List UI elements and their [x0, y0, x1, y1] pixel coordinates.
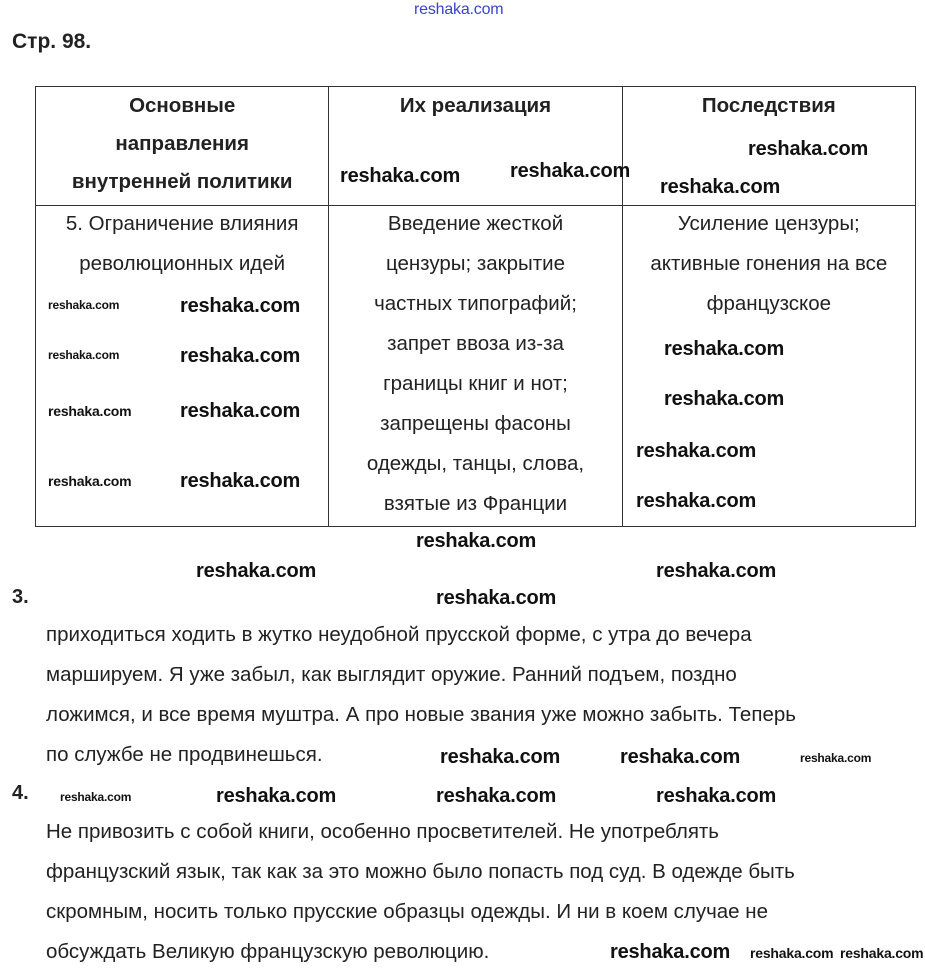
cell-line: запрет ввоза из-за: [387, 332, 564, 355]
watermark: reshaka.com: [340, 165, 461, 187]
cell-line: цензуры; закрытие: [385, 252, 566, 275]
header-text: внутренней политики: [71, 170, 293, 193]
watermark: reshaka.com: [750, 945, 834, 961]
watermark: reshaka.com: [196, 560, 317, 582]
text-line: французский язык, так как за это можно было попасть под суд. В одежде быть: [46, 860, 795, 883]
text-line: скромным, носить только прусские образцы одежды. И ни в коем случае не: [46, 900, 769, 923]
cell-line: запрещены фасоны: [380, 412, 571, 435]
watermark: reshaka.com: [636, 440, 757, 462]
watermark: reshaka.com: [436, 785, 557, 807]
watermark: reshaka.com: [216, 785, 337, 807]
text-line: ложимся, и все время муштра. А про новые звания уже можно забыть. Теперь: [46, 703, 796, 726]
watermark: reshaka.com: [664, 388, 785, 410]
page-title: Стр. 98.: [12, 30, 92, 53]
watermark: reshaka.com: [180, 400, 301, 422]
task-4-number: 4.: [12, 782, 29, 804]
watermark: reshaka.com: [180, 345, 301, 367]
cell-consequences: [622, 206, 915, 527]
watermark: reshaka.com: [48, 348, 120, 362]
header-text: Основные: [129, 94, 236, 117]
cell-line: революционных идей: [79, 252, 286, 275]
text-line: обсуждать Великую французскую революцию.: [46, 940, 490, 963]
header-directions: [36, 87, 329, 206]
watermark: reshaka.com: [656, 785, 777, 807]
task-3-number: 3.: [12, 586, 29, 608]
watermark: reshaka.com: [748, 138, 869, 160]
cell-line: Введение жесткой: [387, 212, 564, 235]
watermark: reshaka.com: [656, 560, 777, 582]
text-line: маршируем. Я уже забыл, как выглядит оружие. Ранний подъем, поздно: [46, 663, 737, 686]
text-line: приходиться ходить в жутко неудобной прусской форме, с утра до вечера: [46, 623, 752, 646]
watermark: reshaka.com: [436, 587, 557, 609]
watermark: reshaka.com: [48, 403, 132, 419]
watermark: reshaka.com: [416, 530, 537, 552]
table-row: [36, 206, 916, 527]
watermark: reshaka.com: [60, 790, 132, 804]
cell-line: французское: [706, 292, 832, 315]
cell-line: границы книг и нот;: [383, 372, 568, 395]
cell-line: Усиление цензуры;: [677, 212, 860, 235]
watermark: reshaka.com: [48, 298, 120, 312]
watermark: reshaka.com: [414, 1, 504, 18]
cell-line: одежды, танцы, слова,: [366, 452, 585, 475]
watermark: reshaka.com: [636, 490, 757, 512]
watermark: reshaka.com: [840, 945, 924, 961]
watermark: reshaka.com: [440, 746, 561, 768]
text-line: по службе не продвинешься.: [46, 743, 323, 766]
cell-line: 5. Ограничение влияния: [65, 212, 299, 235]
cell-line: частных типографий;: [374, 292, 577, 315]
header-text: направления: [115, 132, 249, 155]
text-line: Не привозить с собой книги, особенно просветителей. Не употреблять: [46, 820, 719, 843]
watermark: reshaka.com: [180, 470, 301, 492]
cell-line: активные гонения на все: [650, 252, 888, 275]
watermark: reshaka.com: [610, 941, 731, 963]
header-text: Последствия: [701, 94, 836, 117]
header-text: Их реализация: [399, 94, 552, 117]
watermark: reshaka.com: [48, 473, 132, 489]
cell-implementation: [329, 206, 622, 527]
watermark: reshaka.com: [510, 160, 631, 182]
watermark: reshaka.com: [660, 176, 781, 198]
watermark: reshaka.com: [180, 295, 301, 317]
watermark: reshaka.com: [664, 338, 785, 360]
watermark: reshaka.com: [800, 751, 872, 765]
cell-line: взятые из Франции: [383, 492, 568, 515]
watermark: reshaka.com: [620, 746, 741, 768]
